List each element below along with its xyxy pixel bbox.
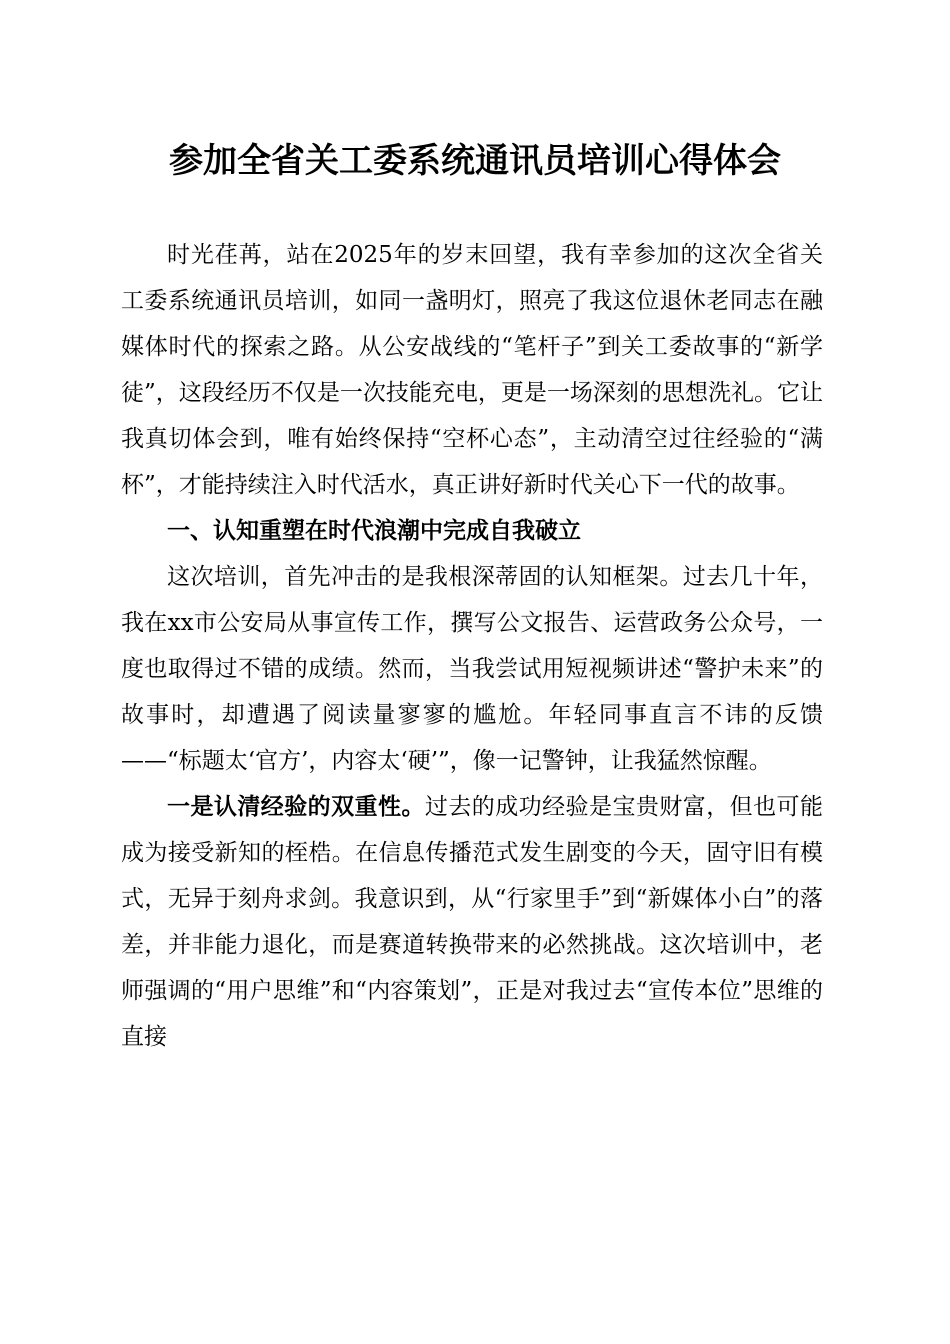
body-paragraph-point-one <box>121 784 823 1060</box>
point-lead-text: 一是认清经验的双重性。 <box>167 793 425 820</box>
body-paragraph: 这次培训，首先冲击的是我根深蒂固的认知框架。过去几十年，我在xx市公安局从事宣传工作，撰写公文报告、运营政务公众号，一度也取得过不错的成绩。然而，当我尝试用短视频讲述“警护未来”的故事时，却遭遇了阅读量寥寥的尴尬。年轻同事直言不讳的反馈——“标题太‘官方’，内容太‘硬’”，像一记警钟，让我猛然惊醒。 <box>121 564 823 774</box>
document-body <box>121 232 823 1060</box>
intro-paragraph: 时光荏苒，站在2025年的岁末回望，我有幸参加的这次全省关工委系统通讯员培训，如同一盏明灯，照亮了我这位退休老同志在融媒体时代的探索之路。从公安战线的“笔杆子”到关工委故事的“新学徒”，这段经历不仅是一次技能充电，更是一场深刻的思想洗礼。它让我真切体会到，唯有始终保持“空杯心态”，主动清空过往经验的“满杯”，才能持续注入时代活水，真正讲好新时代关心下一代的故事。 <box>121 242 823 498</box>
section-heading: 一、认知重塑在时代浪潮中完成自我破立 <box>167 518 581 544</box>
document-title: 参加全省关工委系统通讯员培训心得体会 <box>169 141 781 181</box>
point-body-text: 过去的成功经验是宝贵财富，但也可能成为接受新知的桎梏。在信息传播范式发生剧变的今天，固守旧有模式，无异于刻舟求剑。我意识到，从“行家里手”到“新媒体小白”的落差，并非能力退化，而是赛道转换带来的必然挑战。这次培训中，老师强调的“用户思维”和“内容策划”，正是对我过去“宣传本位”思维的直接 <box>121 794 824 1050</box>
